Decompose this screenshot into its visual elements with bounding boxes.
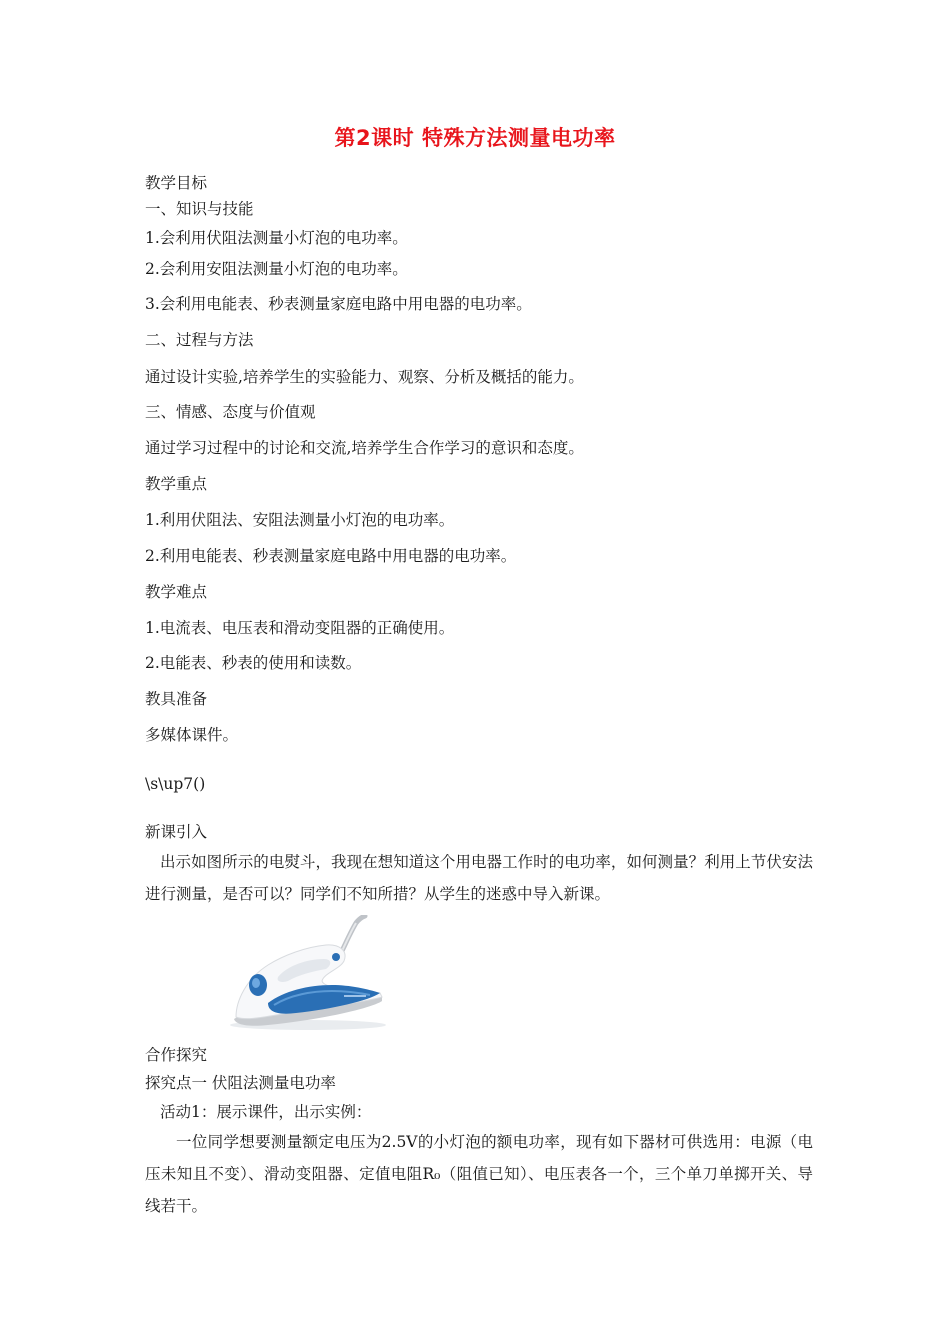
difficulty-item: 2.电能表、秒表的使用和读数。 [145,654,362,672]
page-title: 第2课时 特殊方法测量电功率 [334,126,616,150]
goal-item: 1.会利用伏阻法测量小灯泡的电功率。 [145,229,408,247]
steam-iron-image [228,915,386,1033]
key-point-item: 1.利用伏阻法、安阻法测量小灯泡的电功率。 [145,511,455,529]
heading-cooperative-inquiry: 合作探究 [145,1046,208,1064]
heading-new-lesson-intro: 新课引入 [145,823,208,841]
intro-paragraph: 出示如图所示的电熨斗，我现在想知道这个用电器工作时的电功率，如何测量？利用上节伏安法进行测量，是否可以？同学们不知所措？从学生的迷惑中导入新课。 [145,853,813,903]
heading-teaching-goals: 教学目标 [145,174,208,192]
difficulty-item: 1.电流表、电压表和滑动变阻器的正确使用。 [145,619,455,637]
teaching-aids-text: 多媒体课件。 [145,726,239,744]
activity-one: 活动1：展示课件，出示实例： [160,1103,372,1121]
example-paragraph: 一位同学想要测量额定电压为2.5V的小灯泡的额电功率，现有如下器材可供选用：电源（电压未知且不变）、滑动变阻器、定值电阻R₀（阻值已知）、电压表各一个，三个单刀单掷开关、导线若干。 [145,1133,813,1215]
heading-key-points: 教学重点 [145,475,208,493]
field-code-text: \s\up7() [145,775,206,793]
emotion-text: 通过学习过程中的讨论和交流,培养学生合作学习的意识和态度。 [145,439,584,457]
goal-item: 3.会利用电能表、秒表测量家庭电路中用电器的电功率。 [145,295,532,313]
heading-process-method: 二、过程与方法 [145,331,254,349]
heading-knowledge-skills: 一、知识与技能 [145,200,254,218]
heading-difficulties: 教学难点 [145,583,208,601]
key-point-item: 2.利用电能表、秒表测量家庭电路中用电器的电功率。 [145,547,517,565]
process-text: 通过设计实验,培养学生的实验能力、观察、分析及概括的能力。 [145,368,584,386]
heading-emotion-values: 三、情感、态度与价值观 [145,403,316,421]
heading-teaching-aids: 教具准备 [145,690,208,708]
inquiry-point-one: 探究点一 伏阻法测量电功率 [145,1074,336,1092]
goal-item: 2.会利用安阻法测量小灯泡的电功率。 [145,260,408,278]
